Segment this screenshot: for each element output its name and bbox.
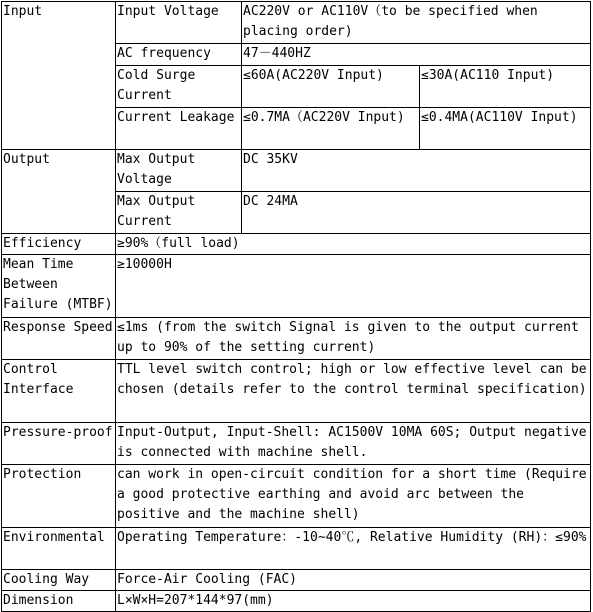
cooling-way-label: Cooling Way <box>2 570 116 591</box>
current-leakage-label: Current Leakage <box>116 108 242 150</box>
dimension-label: Dimension <box>2 591 116 612</box>
spec-table <box>1 1 591 612</box>
max-output-current-label: Max Output Current <box>116 192 242 234</box>
input-group-label: Input <box>2 2 116 150</box>
max-output-current-value: DC 24MA <box>242 192 591 234</box>
mtbf-value: ≥10000H <box>116 255 591 318</box>
cold-surge-current-110v-value: ≤30A(AC110 Input) <box>420 66 591 108</box>
current-leakage-110v-value: ≤0.4MA(AC110V Input) <box>420 108 591 150</box>
efficiency-value: ≥90%（full load) <box>116 234 591 255</box>
pressure-proof-value: Input-Output, Input-Shell: AC1500V 10MA 60S; Output negative is connected with machine shell. <box>116 423 591 465</box>
cold-surge-current-220v-value: ≤60A(AC220V Input) <box>242 66 420 108</box>
ac-frequency-value: 47－440HZ <box>242 44 591 66</box>
input-voltage-value: AC220V or AC110V（to be specified when placing order) <box>242 2 591 44</box>
cold-surge-current-label: Cold Surge Current <box>116 66 242 108</box>
control-interface-label: Control Interface <box>2 360 116 423</box>
control-interface-value: TTL level switch control; high or low effective level can be chosen (details refer to the control terminal specification) <box>116 360 591 423</box>
mtbf-label: Mean Time Between Failure (MTBF) <box>2 255 116 318</box>
response-speed-label: Response Speed <box>2 318 116 360</box>
protection-label: Protection <box>2 465 116 528</box>
environmental-value: Operating Temperature：-10~40℃, Relative Humidity (RH)：≤90% <box>116 528 591 570</box>
output-group-label: Output <box>2 150 116 234</box>
efficiency-label: Efficiency <box>2 234 116 255</box>
response-speed-value: ≤1ms (from the switch Signal is given to the output current up to 90% of the setting current) <box>116 318 591 360</box>
protection-value: can work in open-circuit condition for a short time (Require a good protective earthing and avoid arc between the positive and the machine shell) <box>116 465 591 528</box>
dimension-value: L×W×H=207*144*97(mm) <box>116 591 591 612</box>
current-leakage-220v-value: ≤0.7MA（AC220V Input) <box>242 108 420 150</box>
pressure-proof-label: Pressure-proof <box>2 423 116 465</box>
max-output-voltage-label: Max Output Voltage <box>116 150 242 192</box>
cooling-way-value: Force-Air Cooling (FAC) <box>116 570 591 591</box>
ac-frequency-label: AC frequency <box>116 44 242 66</box>
max-output-voltage-value: DC 35KV <box>242 150 591 192</box>
input-voltage-label: Input Voltage <box>116 2 242 44</box>
environmental-label: Environmental <box>2 528 116 570</box>
